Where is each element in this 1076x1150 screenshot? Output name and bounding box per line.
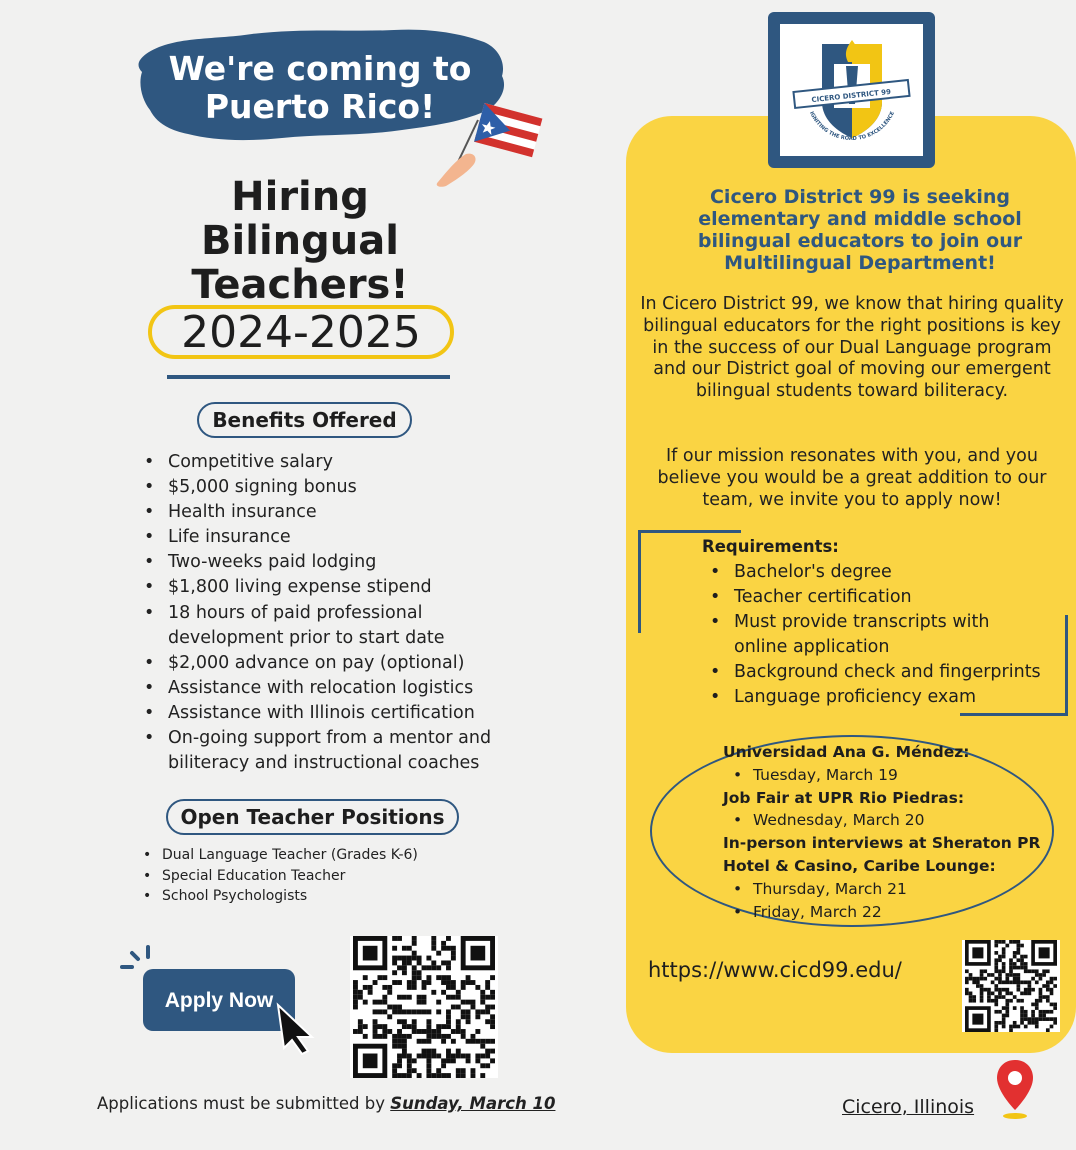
- list-item: • Must provide transcripts with online application: [706, 610, 1066, 660]
- events-list: [723, 741, 1043, 923]
- deadline-text: [97, 1094, 555, 1113]
- banner-line-1: We're coming to: [168, 49, 472, 88]
- deadline-date: Sunday, March 10: [390, 1094, 556, 1113]
- location-text: Cicero, Illinois: [842, 1096, 975, 1118]
- list-item: • Teacher certification: [706, 585, 1066, 610]
- list-item: • Health insurance: [140, 500, 520, 525]
- list-item: • Dual Language Teacher (Grades K-6): [140, 845, 500, 866]
- list-item: • Assistance with Illinois certification: [140, 701, 520, 726]
- qr-code-icon[interactable]: [962, 940, 1060, 1032]
- apply-now-button[interactable]: Apply Now: [143, 969, 295, 1031]
- event-heading: In-person interviews at Sheraton PR Hotel & Casino, Caribe Lounge:: [723, 834, 1041, 875]
- list-item: • Life insurance: [140, 525, 520, 550]
- intro-paragraph: In Cicero District 99, we know that hiring quality bilingual educators for the right positions is key in the success of our Dual Language program and our District goal of moving our emergent bilingual students toward biliteracy.: [640, 294, 1064, 402]
- positions-list: [140, 845, 500, 907]
- benefits-list: [140, 450, 520, 776]
- list-item: • 18 hours of paid professional development prior to start date: [140, 601, 520, 651]
- list-item: • Competitive salary: [140, 450, 520, 475]
- list-item: • $5,000 signing bonus: [140, 475, 520, 500]
- list-item: • On-going support from a mentor and biliteracy and instructional coaches: [140, 726, 520, 776]
- event-date: • Wednesday, March 20: [723, 809, 1043, 832]
- district-logo: [780, 24, 923, 156]
- banner-line-2: Puerto Rico!: [204, 87, 436, 126]
- positions-heading: Open Teacher Positions: [166, 799, 459, 835]
- event-date: • Tuesday, March 19: [723, 764, 1043, 787]
- event-date: • Friday, March 22: [723, 901, 1043, 924]
- title-line-3: Teachers!: [191, 262, 409, 308]
- logo-name: CICERO DISTRICT 99: [811, 87, 892, 105]
- list-item: • School Psychologists: [140, 886, 500, 907]
- title-line-1: Hiring: [231, 174, 369, 220]
- list-item: • Special Education Teacher: [140, 866, 500, 887]
- requirements-list: [706, 560, 1066, 711]
- list-item: • $2,000 advance on pay (optional): [140, 651, 520, 676]
- event-date: • Thursday, March 21: [723, 878, 1043, 901]
- list-item: • Bachelor's degree: [706, 560, 1066, 585]
- title-line-2: Bilingual: [201, 218, 399, 264]
- deadline-prefix: Applications must be submitted by: [97, 1094, 391, 1113]
- divider: [167, 375, 450, 379]
- list-item: • Two-weeks paid lodging: [140, 550, 520, 575]
- list-item: • Language proficiency exam: [706, 685, 1066, 710]
- seeking-heading: Cicero District 99 is seeking elementary and middle school bilingual educators to join our Multilingual Department!: [697, 186, 1023, 274]
- qr-code-icon[interactable]: [350, 936, 498, 1078]
- school-year-badge: 2024-2025: [148, 305, 454, 359]
- event-heading: Job Fair at UPR Rio Piedras:: [723, 788, 965, 807]
- requirements-heading: Requirements:: [702, 537, 839, 556]
- logo-motto: IGNITING THE ROAD TO EXCELLENCE: [808, 110, 896, 143]
- list-item: • Assistance with relocation logistics: [140, 676, 520, 701]
- list-item: • $1,800 living expense stipend: [140, 575, 520, 600]
- benefits-heading: Benefits Offered: [197, 402, 412, 438]
- page-title: [150, 175, 450, 307]
- website-link[interactable]: https://www.cicd99.edu/: [648, 958, 902, 982]
- location-pin-icon: [994, 1058, 1036, 1122]
- event-heading: Universidad Ana G. Méndez:: [723, 743, 970, 761]
- mission-paragraph: If our mission resonates with you, and you believe you would be a great addition to our team, we invite you to apply now!: [657, 446, 1047, 510]
- list-item: • Background check and fingerprints: [706, 660, 1066, 685]
